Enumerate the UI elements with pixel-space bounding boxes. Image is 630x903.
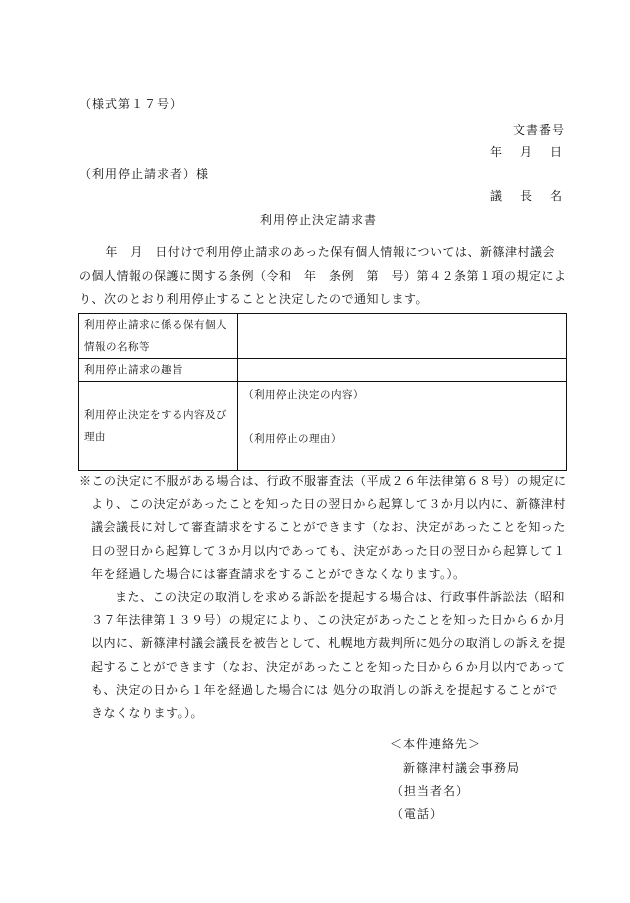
notice-paragraph: 年 月 日付けで利用停止請求のあった保有個人情報については、新篠津村議会の個人情報の保護に関する条例（令和 年 条例 第 号）第４２条第１項の規定により、次のとおり利用停止することと決定したので通知します。	[79, 245, 567, 306]
administrative-appeal-note: ※この決定に不服がある場合は、行政不服審査法（平成２６年法律第６８号）の規定により、この決定があったことを知った日の翌日から起算して３か月以内に、新篠津村議会議長に対して審査請求をすることができます（なお、決定があったことを知った日の翌日から起算して３か月以内であっても、決定があった日の翌日から起算して１年を経過した場合には審査請求をすることができなくなります。）。	[79, 474, 567, 581]
table-value-request-purpose	[238, 359, 567, 382]
lawsuit-note: また、この決定の取消しを求める訴訟を提起する場合は、行政事件訴訟法（昭和３７年法律第１３９号）の規定により、この決定があったことを知った日から６か月以内に、新篠津村議会議長を被告として、札幌地方裁判所に処分の取消しの訴えを提起することができます（なお、決定があったことを知った日から６か月以内であっても、決定の日から１年を経過した場合には 処分の取消しの訴えを提起することができなくなります。）。	[91, 590, 566, 721]
sender-name: 議 長 名	[489, 189, 565, 203]
table-label-decision-content: 利用停止決定をする内容及び理由	[79, 382, 238, 471]
contact-office: 新篠津村議会事務局	[403, 761, 521, 775]
document-number: 文書番号	[512, 123, 565, 137]
table-row	[79, 314, 567, 359]
table-row	[79, 359, 567, 382]
contact-heading: ＜本件連絡先＞	[390, 737, 482, 751]
decision-content-label: （利用停止決定の内容）	[243, 389, 364, 401]
table-label-request-purpose: 利用停止請求の趣旨	[79, 359, 238, 382]
table-row	[79, 382, 567, 471]
decision-reason-label: （利用停止の理由）	[243, 433, 342, 445]
table-label-info-name: 利用停止請求に係る保有個人情報の名称等	[79, 314, 238, 359]
table-value-decision-content	[238, 382, 567, 471]
table-value-info-name	[238, 314, 567, 359]
form-number: （様式第１７号）	[79, 97, 184, 111]
appeal-notice	[79, 470, 567, 725]
decision-table	[78, 313, 567, 471]
contact-person: （担当者名）	[391, 784, 470, 798]
contact-phone: （電話）	[391, 807, 444, 821]
addressee: （利用停止請求者）様	[79, 167, 210, 181]
issue-date: 年 月 日	[489, 145, 565, 159]
document-title: 利用停止決定請求書	[260, 213, 378, 227]
